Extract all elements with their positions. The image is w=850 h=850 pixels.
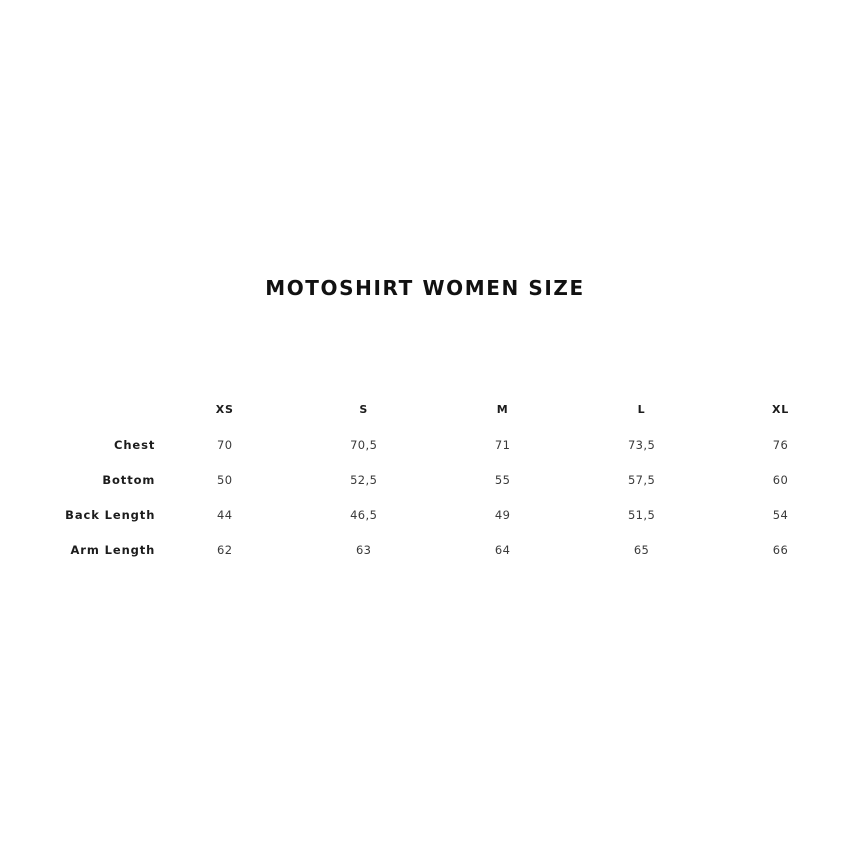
table-header-row — [20, 392, 850, 427]
cell-back-length-xl: 54 — [772, 507, 789, 522]
row-label-back-length: Back Length — [65, 507, 156, 522]
cell-bottom-s: 52,5 — [350, 472, 378, 487]
page-title: MOTOSHIRT WOMEN SIZE — [265, 276, 585, 300]
cell-arm-length-s: 63 — [355, 542, 372, 557]
column-header-xs: XS — [215, 403, 234, 416]
row-label-arm-length: Arm Length — [70, 542, 156, 557]
table-body — [20, 427, 850, 567]
cell-bottom-xl: 60 — [772, 472, 789, 487]
table-row — [20, 532, 850, 567]
cell-arm-length-xl: 66 — [772, 542, 789, 557]
cell-back-length-m: 49 — [494, 507, 511, 522]
column-header-l: L — [637, 403, 646, 416]
table-header — [20, 392, 850, 427]
column-header-s: S — [359, 403, 369, 416]
row-label-bottom: Bottom — [102, 472, 156, 487]
cell-back-length-s: 46,5 — [350, 507, 378, 522]
table-corner-cell — [20, 392, 155, 427]
cell-bottom-m: 55 — [494, 472, 511, 487]
cell-arm-length-xs: 62 — [217, 542, 233, 557]
column-header-m: M — [496, 403, 509, 416]
cell-chest-l: 73,5 — [627, 437, 656, 452]
cell-arm-length-m: 64 — [494, 542, 511, 557]
table-row — [20, 497, 850, 532]
cell-bottom-l: 57,5 — [627, 472, 656, 487]
column-header-xl: XL — [771, 403, 790, 416]
cell-back-length-xs: 44 — [217, 507, 233, 522]
cell-arm-length-l: 65 — [633, 542, 650, 557]
cell-chest-xl: 76 — [772, 437, 789, 452]
row-label-chest: Chest — [114, 437, 156, 452]
cell-chest-m: 71 — [494, 437, 511, 452]
table-row — [20, 462, 850, 497]
cell-chest-xs: 70 — [217, 437, 233, 452]
table-row — [20, 427, 850, 462]
cell-bottom-xs: 50 — [217, 472, 233, 487]
size-table — [20, 392, 850, 567]
cell-chest-s: 70,5 — [350, 437, 378, 452]
cell-back-length-l: 51,5 — [627, 507, 656, 522]
